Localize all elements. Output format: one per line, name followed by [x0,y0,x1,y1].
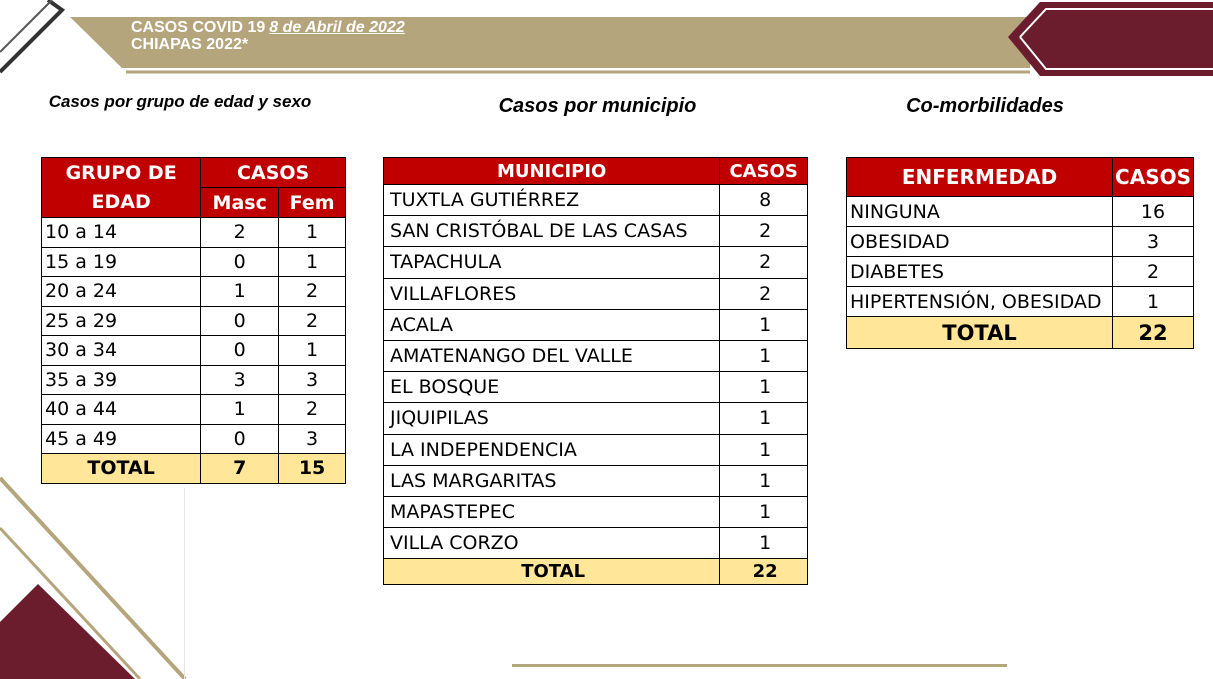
table-row [384,372,808,403]
page-header [131,19,405,53]
age-group: 15 a 19 [42,247,201,277]
masc-count: 0 [201,424,279,454]
age-group: 25 a 29 [42,306,201,336]
header-line-1 [131,19,405,36]
disease-name: DIABETES [847,257,1113,287]
mun-header-name: MUNICIPIO [384,158,720,185]
table-row [384,496,808,527]
disease-name: HIPERTENSIÓN, OBESIDAD [847,287,1113,317]
disease-cases: 16 [1113,197,1194,227]
masc-count: 0 [201,336,279,366]
fem-count: 1 [279,336,346,366]
maroon-triangle [0,584,135,679]
age-group: 30 a 34 [42,336,201,366]
fem-count: 3 [279,424,346,454]
footer-line [512,664,1007,667]
fem-count: 2 [279,395,346,425]
municipio-name: MAPASTEPEC [384,496,720,527]
municipio-cases: 2 [720,247,808,278]
disease-cases: 3 [1113,227,1194,257]
total-label: TOTAL [42,454,201,484]
age-group: 40 a 44 [42,395,201,425]
corner-line-dark [0,0,62,72]
table-row [42,365,346,395]
total-fem: 15 [279,454,346,484]
municipio-table [383,157,808,585]
mun-header-cases: CASOS [720,158,808,185]
table-row [384,528,808,559]
fem-count: 2 [279,277,346,307]
table-row [384,465,808,496]
total-cases: 22 [1113,317,1194,349]
age-header-cases: CASOS [201,158,346,188]
municipio-cases: 2 [720,216,808,247]
municipio-cases: 8 [720,185,808,216]
municipio-cases: 1 [720,465,808,496]
municipio-cases: 1 [720,528,808,559]
table-row [42,306,346,336]
com-header-disease: ENFERMEDAD [847,158,1113,197]
header-subtitle: CHIAPAS 2022* [131,36,249,53]
table-row [384,309,808,340]
table-row [384,403,808,434]
total-row [384,559,808,585]
table-row [42,424,346,454]
masc-count: 3 [201,365,279,395]
comorbidity-table [846,157,1194,349]
maroon-banner [1008,2,1213,76]
disease-name: NINGUNA [847,197,1113,227]
com-header-cases: CASOS [1113,158,1194,197]
age-group: 20 a 24 [42,277,201,307]
fem-count: 2 [279,306,346,336]
municipio-cases: 2 [720,278,808,309]
header-date: 8 de Abril de 2022 [269,19,405,36]
municipio-name: VILLA CORZO [384,528,720,559]
age-table [41,157,346,484]
table-row [42,395,346,425]
municipio-name: LA INDEPENDENCIA [384,434,720,465]
municipio-name: ACALA [384,309,720,340]
age-header-masc: Masc [201,188,279,218]
municipio-cases: 1 [720,403,808,434]
masc-count: 2 [201,218,279,248]
total-label: TOTAL [847,317,1113,349]
municipio-name: VILLAFLORES [384,278,720,309]
table-row [847,227,1194,257]
age-header-group: GRUPO DE EDAD [42,158,201,218]
total-row [42,454,346,484]
municipio-section-title: Casos por municipio [498,95,697,117]
masc-count: 1 [201,395,279,425]
total-row [847,317,1194,349]
table-row [847,197,1194,227]
age-group: 35 a 39 [42,365,201,395]
total-label: TOTAL [384,559,720,585]
age-group: 10 a 14 [42,218,201,248]
municipio-name: AMATENANGO DEL VALLE [384,340,720,371]
total-masc: 7 [201,454,279,484]
comorbidity-section-title: Co-morbilidades [906,95,1064,117]
masc-count: 1 [201,277,279,307]
table-row [847,287,1194,317]
municipio-name: LAS MARGARITAS [384,465,720,496]
municipio-name: EL BOSQUE [384,372,720,403]
table-row [384,434,808,465]
municipio-name: JIQUIPILAS [384,403,720,434]
fem-count: 1 [279,218,346,248]
table-row [42,336,346,366]
municipio-cases: 1 [720,340,808,371]
fem-count: 3 [279,365,346,395]
table-row [384,278,808,309]
masc-count: 0 [201,306,279,336]
disease-cases: 2 [1113,257,1194,287]
table-row [847,257,1194,287]
age-section-title: Casos por grupo de edad y sexo [48,92,312,111]
municipio-cases: 1 [720,434,808,465]
table-row [384,216,808,247]
header-title: CASOS COVID 19 [131,19,266,36]
municipio-name: TAPACHULA [384,247,720,278]
vertical-divider [184,488,185,679]
disease-name: OBESIDAD [847,227,1113,257]
municipio-cases: 1 [720,372,808,403]
table-row [384,247,808,278]
municipio-cases: 1 [720,496,808,527]
table-row [384,340,808,371]
table-row [42,247,346,277]
municipio-name: TUXTLA GUTIÉRREZ [384,185,720,216]
age-header-fem: Fem [279,188,346,218]
municipio-name: SAN CRISTÓBAL DE LAS CASAS [384,216,720,247]
table-row [384,185,808,216]
total-cases: 22 [720,559,808,585]
table-row [42,277,346,307]
disease-cases: 1 [1113,287,1194,317]
fem-count: 1 [279,247,346,277]
age-group: 45 a 49 [42,424,201,454]
masc-count: 0 [201,247,279,277]
table-row [42,218,346,248]
municipio-cases: 1 [720,309,808,340]
